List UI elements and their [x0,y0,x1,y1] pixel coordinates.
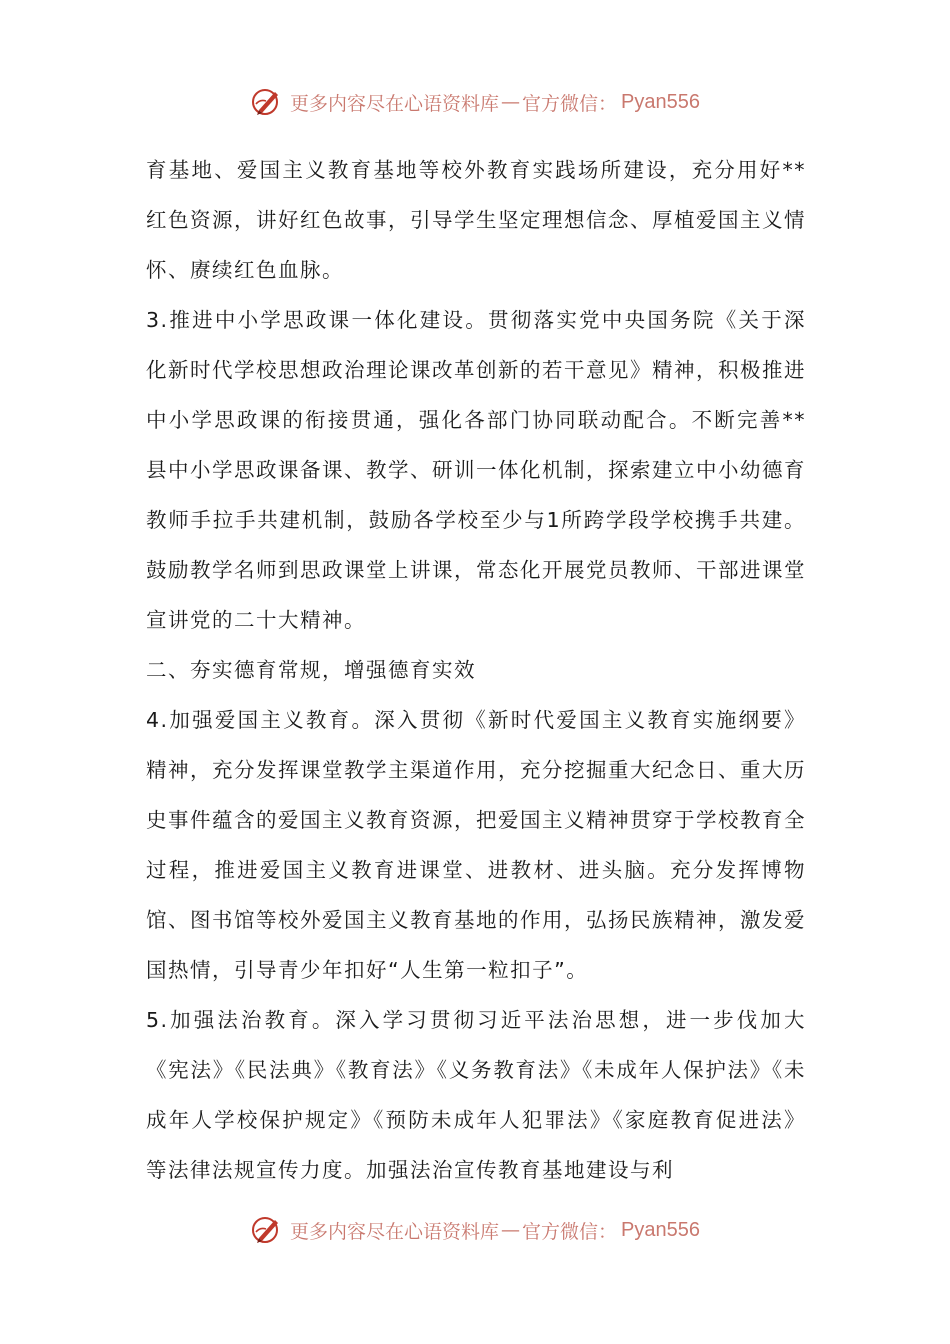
header-watermark [0,82,950,122]
watermark-text: 更多内容尽在心语资料库 [290,92,500,115]
paragraph: 5.加强法治教育。深入学习贯彻习近平法治思想，进一步伐加大《宪法》《民法典》《教育法》《义务教育法》《未成年人保护法》《未成年人学校保护规定》《预防未成年人犯罪法》《家庭教育促进法》等法律法规宣传力度。加强法治宣传教育基地建设与利 [146,1008,806,1182]
section-heading: 二、夯实德育常规，增强德育实效 [146,658,476,682]
document-body [146,145,806,1195]
watermark-separator: — [501,91,521,113]
watermark-official-label: 官方微信： [522,1220,618,1243]
pen-nib-logo-icon [250,85,284,119]
paragraph: 4.加强爱国主义教育。深入贯彻《新时代爱国主义教育实施纲要》精神，充分发挥课堂教学主渠道作用，充分挖掘重大纪念日、重大历史事件蕴含的爱国主义教育资源，把爱国主义精神贯穿于学校教育全过程，推进爱国主义教育进课堂、进教材、进头脑。充分发挥博物馆、图书馆等校外爱国主义教育基地的作用，弘扬民族精神，激发爱国热情，引导青少年扣好“人生第一粒扣子”。 [146,708,806,982]
paragraph: 育基地、爱国主义教育基地等校外教育实践场所建设，充分用好**红色资源，讲好红色故事，引导学生坚定理想信念、厚植爱国主义情怀、赓续红色血脉。 [146,158,806,282]
watermark-wechat-id: Pyan556 [621,1218,700,1241]
footer-watermark [0,1210,950,1250]
watermark-wechat-id: Pyan556 [621,90,700,113]
watermark-text: 更多内容尽在心语资料库 [290,1220,500,1243]
paragraph: 3.推进中小学思政课一体化建设。贯彻落实党中央国务院《关于深化新时代学校思想政治理论课改革创新的若干意见》精神，积极推进中小学思政课的衔接贯通，强化各部门协同联动配合。不断完善**县中小学思政课备课、教学、研训一体化机制，探索建立中小幼德育教师手拉手共建机制，鼓励各学校至少与1所跨学段学校携手共建。鼓励教学名师到思政课堂上讲课，常态化开展党员教师、干部进课堂宣讲党的二十大精神。 [146,308,806,632]
watermark-separator: — [501,1219,521,1241]
watermark-official-label: 官方微信： [522,92,618,115]
pen-nib-logo-icon [250,1213,284,1247]
